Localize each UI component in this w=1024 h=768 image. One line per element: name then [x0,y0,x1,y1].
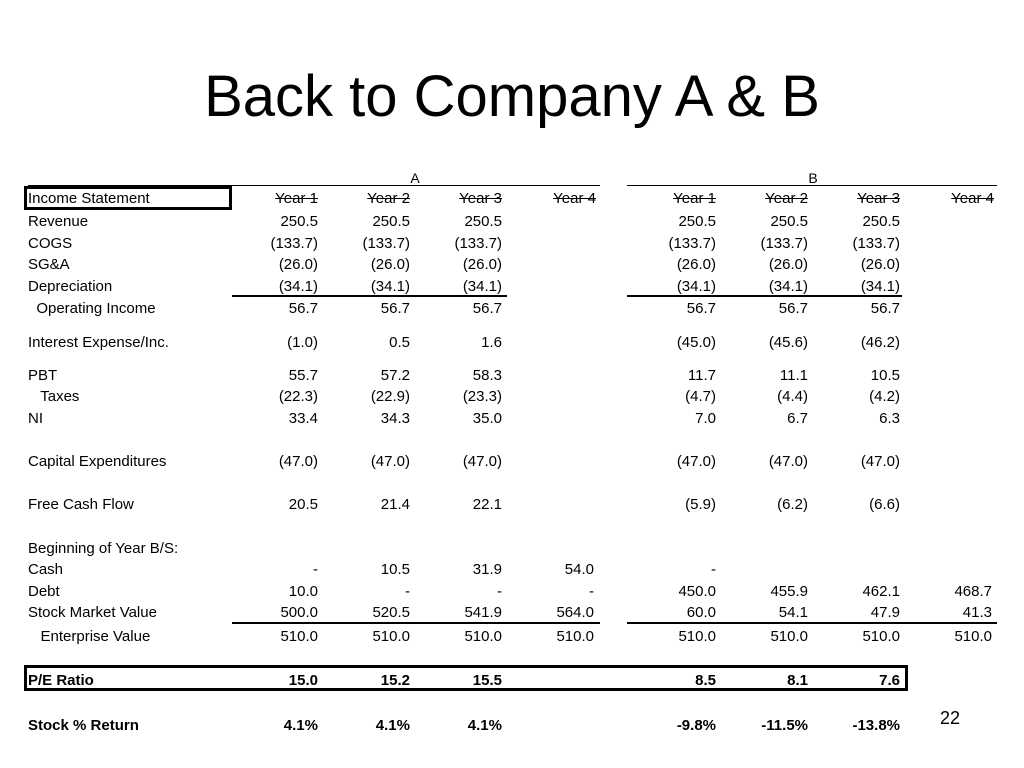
value-cell-b: 6.3 [879,410,900,427]
value-cell-a: (133.7) [362,235,410,252]
value-cell-b: 250.5 [862,213,900,230]
value-cell-b: (133.7) [852,235,900,252]
value-cell-b: (45.6) [768,334,808,351]
value-cell-b: 455.9 [770,583,808,600]
value-cell-a: 520.5 [372,604,410,621]
row-label: P/E Ratio [28,672,94,689]
value-cell-b: 8.5 [695,672,716,689]
value-cell-b: (4.4) [777,388,808,405]
ev-rule-a [232,622,600,624]
value-cell-b: -9.8% [676,717,716,734]
row-label: Depreciation [28,278,113,295]
row-label: Taxes [28,388,80,405]
value-cell-a: (1.0) [287,334,318,351]
value-cell-a: (34.1) [278,278,318,295]
value-cell-a: 34.3 [380,410,410,427]
value-cell-b: (133.7) [668,235,716,252]
value-cell-b: 468.7 [954,583,992,600]
year-header-a: Year 3 [459,190,502,207]
row-label: NI [28,410,43,427]
group-a-label: A [410,170,420,186]
opinc-rule-b [627,295,902,297]
value-cell-b: 10.5 [870,367,900,384]
value-cell-a: 22.1 [472,496,502,513]
value-cell-a: 564.0 [556,604,594,621]
row-label: Enterprise Value [28,628,151,645]
pe-ratio-box [24,665,908,691]
page-title: Back to Company A & B [204,64,820,129]
year-header-a: Year 4 [553,190,596,207]
value-cell-b: 7.0 [695,410,716,427]
value-cell-a: 250.5 [464,213,502,230]
value-cell-a: (34.1) [462,278,502,295]
value-cell-a: (26.0) [370,256,410,273]
row-label: SG&A [28,256,70,273]
year-header-a: Year 2 [367,190,410,207]
year-header-b: Year 2 [765,190,808,207]
value-cell-b: 47.9 [870,604,900,621]
value-cell-b: -11.5% [761,717,808,734]
value-cell-a: 15.0 [288,672,318,689]
value-cell-a: 21.4 [380,496,410,513]
value-cell-a: 56.7 [380,300,410,317]
value-cell-b: (47.0) [768,453,808,470]
value-cell-a: 10.0 [288,583,318,600]
value-cell-a: (47.0) [370,453,410,470]
value-cell-b: (47.0) [860,453,900,470]
value-cell-a: - [313,561,318,578]
value-cell-a: (47.0) [462,453,502,470]
value-cell-a: 541.9 [464,604,502,621]
value-cell-b: 8.1 [787,672,808,689]
value-cell-a: 510.0 [556,628,594,645]
value-cell-b: (6.2) [777,496,808,513]
value-cell-a: 55.7 [288,367,318,384]
value-cell-a: 510.0 [280,628,318,645]
value-cell-b: (5.9) [685,496,716,513]
value-cell-a: 58.3 [472,367,502,384]
value-cell-b: 510.0 [862,628,900,645]
row-label: Interest Expense/Inc. [28,334,169,351]
value-cell-a: 250.5 [372,213,410,230]
value-cell-a: 0.5 [389,334,410,351]
value-cell-a: 54.0 [564,561,594,578]
row-label: Free Cash Flow [28,496,134,513]
value-cell-b: 462.1 [862,583,900,600]
value-cell-a: - [497,583,502,600]
value-cell-b: (34.1) [860,278,900,295]
value-cell-b: 56.7 [870,300,900,317]
group-b-rule [627,185,997,186]
value-cell-a: 57.2 [380,367,410,384]
year-header-b: Year 1 [673,190,716,207]
value-cell-b: 6.7 [787,410,808,427]
value-cell-b: 60.0 [686,604,716,621]
value-cell-a: 500.0 [280,604,318,621]
value-cell-a: 56.7 [472,300,502,317]
value-cell-b: (26.0) [676,256,716,273]
value-cell-a: 4.1% [283,717,318,734]
value-cell-a: (22.9) [370,388,410,405]
year-header-b: Year 4 [951,190,994,207]
value-cell-a: (22.3) [278,388,318,405]
value-cell-a: 15.5 [472,672,502,689]
value-cell-b: 7.6 [879,672,900,689]
value-cell-a: - [405,583,410,600]
row-label: PBT [28,367,58,384]
value-cell-b: (34.1) [676,278,716,295]
value-cell-a: 31.9 [472,561,502,578]
row-label: Debt [28,583,60,600]
value-cell-a: 10.5 [380,561,410,578]
value-cell-a: 510.0 [464,628,502,645]
opinc-rule-a [232,295,507,297]
row-label: Cash [28,561,64,578]
value-cell-b: 54.1 [778,604,808,621]
header-label: Income Statement [28,190,150,207]
value-cell-b: (26.0) [768,256,808,273]
value-cell-b: (4.2) [869,388,900,405]
page-number: 22 [940,708,961,728]
value-cell-b: 510.0 [678,628,716,645]
value-cell-b: 250.5 [770,213,808,230]
value-cell-b: (47.0) [676,453,716,470]
value-cell-a: (26.0) [462,256,502,273]
value-cell-a: 510.0 [372,628,410,645]
value-cell-b: 450.0 [678,583,716,600]
row-label: Stock Market Value [28,604,157,621]
value-cell-a: (34.1) [370,278,410,295]
ev-rule-b [627,622,997,624]
value-cell-b: 11.7 [687,367,716,384]
value-cell-b: (45.0) [676,334,716,351]
value-cell-b: 41.3 [962,604,992,621]
value-cell-b: -13.8% [852,717,900,734]
value-cell-b: (26.0) [860,256,900,273]
row-label: Revenue [28,213,89,230]
value-cell-b: (46.2) [860,334,900,351]
value-cell-b: 510.0 [954,628,992,645]
value-cell-b: - [711,561,716,578]
row-label: Beginning of Year B/S: [28,540,179,557]
value-cell-a: (23.3) [462,388,502,405]
value-cell-a: 20.5 [288,496,318,513]
value-cell-a: 33.4 [288,410,318,427]
value-cell-b: (34.1) [768,278,808,295]
value-cell-a: (47.0) [278,453,318,470]
value-cell-b: 56.7 [686,300,716,317]
value-cell-a: 15.2 [380,672,410,689]
year-header-a: Year 1 [275,190,318,207]
value-cell-b: (6.6) [869,496,900,513]
value-cell-a: 35.0 [472,410,502,427]
value-cell-b: 250.5 [678,213,716,230]
value-cell-b: (133.7) [760,235,808,252]
value-cell-a: 56.7 [288,300,318,317]
value-cell-a: (26.0) [278,256,318,273]
value-cell-a: (133.7) [270,235,318,252]
value-cell-b: 56.7 [778,300,808,317]
row-label: Operating Income [28,300,156,317]
year-header-b: Year 3 [857,190,900,207]
value-cell-b: 510.0 [770,628,808,645]
value-cell-a: 1.6 [481,334,502,351]
value-cell-a: 250.5 [280,213,318,230]
value-cell-a: 4.1% [375,717,410,734]
value-cell-b: 11.1 [779,367,808,384]
value-cell-b: (4.7) [685,388,716,405]
value-cell-a: 4.1% [467,717,502,734]
row-label: Stock % Return [28,717,139,734]
row-label: COGS [28,235,73,252]
value-cell-a: - [589,583,594,600]
row-label: Capital Expenditures [28,453,167,470]
value-cell-a: (133.7) [454,235,502,252]
group-b-label: B [808,170,818,186]
